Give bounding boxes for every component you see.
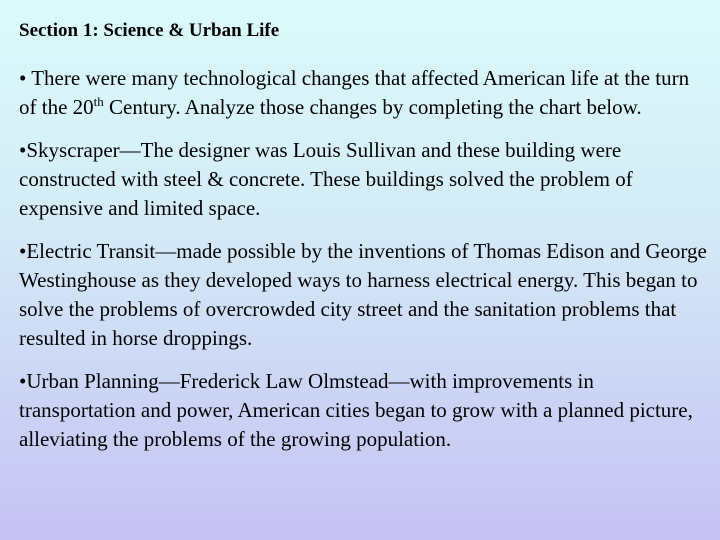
urban-planning-text: Urban Planning—Frederick Law Olmstead—with improvements in transportation and power, American cities began to grow with a planned picture, alleviating the problems of the growing population. <box>19 369 693 451</box>
bullet: • <box>19 138 27 162</box>
electric-transit-paragraph <box>19 237 709 353</box>
slide-content <box>19 18 709 468</box>
ordinal-suffix: th <box>93 94 104 109</box>
bullet: • <box>19 239 27 263</box>
skyscraper-paragraph <box>19 136 709 223</box>
urban-planning-paragraph <box>19 367 709 454</box>
section-title: Section 1: Science & Urban Life <box>19 20 280 41</box>
bullet: • <box>19 369 27 393</box>
intro-text-end: Century. Analyze those changes by completing the chart below. <box>103 95 642 119</box>
intro-paragraph <box>19 64 709 122</box>
electric-transit-text: Electric Transit—made possible by the inventions of Thomas Edison and George Westinghouse as they developed ways to harness electrical energy. This began to solve the problems of overcrowded city street and the sanitation problems that resulted in horse droppings. <box>19 239 707 350</box>
bullet: • <box>19 66 27 90</box>
skyscraper-text: Skyscraper—The designer was Louis Sullivan and these building were constructed with steel & concrete. These buildings solved the problem of expensive and limited space. <box>19 138 633 220</box>
intro-text: There were many technological changes that affected American life at the turn of the 20 <box>19 66 690 119</box>
